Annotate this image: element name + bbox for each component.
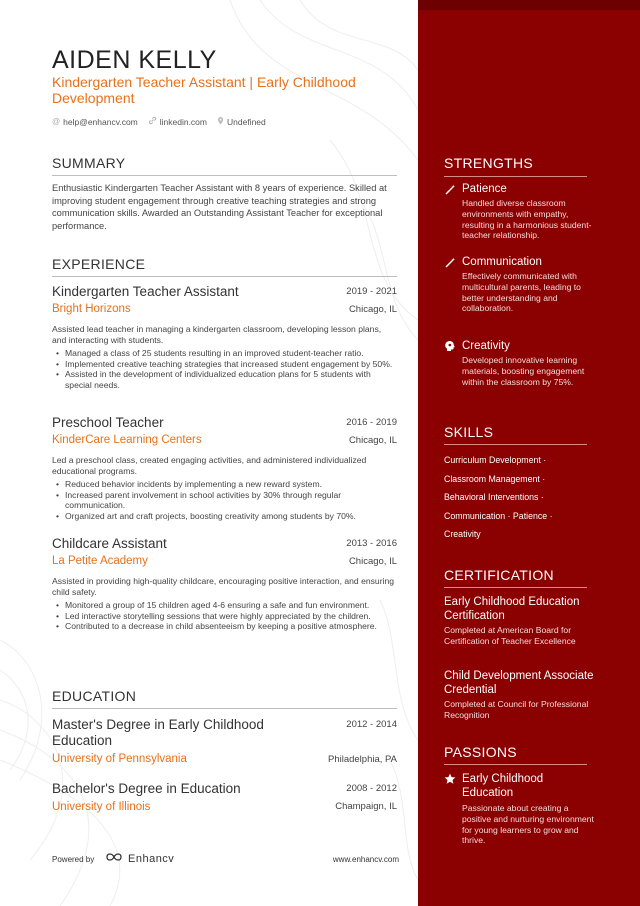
job-entry (52, 415, 397, 527)
magic-wand-icon (444, 256, 456, 268)
job-bullet: • Contributed to a decrease in child absenteeism by keeping a positive atmosphere. (52, 621, 397, 632)
at-icon: @ (52, 117, 61, 126)
passion-name: Early Childhood Education (462, 773, 544, 799)
enhancv-logo[interactable] (104, 851, 174, 866)
skill-line: Communication · Patience · (444, 510, 553, 521)
strength-item (444, 340, 594, 387)
education-school: University of Illinois (52, 801, 151, 813)
strength-item (444, 183, 594, 241)
education-location: Philadelphia, PA (327, 754, 397, 765)
job-entry (52, 284, 397, 404)
email-text: help@enhancv.com (63, 116, 138, 127)
strength-name: Creativity (462, 340, 510, 352)
education-degree: Master's Degree in Early Childhood Education (52, 717, 264, 748)
job-bullets (52, 348, 397, 390)
footer-brand: Enhancv (128, 852, 175, 865)
job-bullet: • Reduced behavior incidents by implementing a new reward system. (52, 479, 397, 490)
star-icon (444, 773, 456, 785)
passion-item (444, 772, 594, 846)
contact-linkedin[interactable] (148, 116, 207, 127)
job-bullet: • Monitored a group of 15 children aged 4-6 ensuring a safe and fun environment. (52, 600, 397, 611)
skill-line: Creativity (444, 529, 481, 539)
certification-description: Completed at Council for Professional Recognition (444, 699, 589, 720)
summary-divider (52, 175, 397, 176)
certification-divider (444, 587, 587, 588)
education-heading: EDUCATION (52, 688, 137, 704)
job-bullet: • Organized art and craft projects, boosting creativity among students by 70%. (52, 511, 397, 522)
magic-wand-icon (444, 183, 456, 195)
job-location: Chicago, IL (348, 556, 397, 567)
job-role: Childcare Assistant (52, 536, 167, 551)
skill-line: Classroom Management · (444, 473, 546, 484)
location-pin-icon (217, 116, 224, 127)
job-dates: 2016 - 2019 (346, 417, 397, 428)
contact-email[interactable] (52, 117, 138, 127)
education-degree: Bachelor's Degree in Education (52, 781, 241, 796)
sidebar-top-band (418, 0, 640, 10)
job-bullets (52, 479, 397, 521)
education-school: University of Pennsylvania (52, 753, 187, 765)
summary-heading: SUMMARY (52, 155, 126, 171)
infinity-icon (104, 851, 124, 866)
passions-divider (444, 764, 587, 765)
location-text: Undefined (227, 116, 266, 127)
brain-icon (444, 340, 456, 352)
job-description: Assisted lead teacher in managing a kindergarten classroom, developing lesson plans, and interacting with students. (52, 324, 382, 345)
linkedin-text: linkedin.com (159, 116, 207, 127)
education-dates: 2012 - 2014 (346, 719, 397, 730)
job-bullet: • Led interactive storytelling sessions that were highly appreciated by the children. (52, 611, 397, 622)
certification-item (444, 669, 594, 721)
summary-text: Enthusiastic Kindergarten Teacher Assistant with 8 years of experience. Skilled at improving student engagement through creative teaching strategies and strong communication skills. Awarded an Outstanding Assistant Teacher for exceptional performance. (52, 183, 387, 231)
strengths-heading: STRENGTHS (444, 155, 534, 171)
job-role: Kindergarten Teacher Assistant (52, 284, 239, 299)
certification-name: Child Development Associate Credential (444, 670, 594, 696)
strength-description: Developed innovative learning materials, boosting engagement within the classroom by 75%. (462, 355, 585, 387)
passions-heading: PASSIONS (444, 744, 517, 760)
experience-heading: EXPERIENCE (52, 256, 146, 272)
skills-divider (444, 444, 587, 445)
skill-line: Curriculum Development · (444, 455, 547, 465)
footer-powered-by: Powered by (52, 855, 95, 864)
contact-location (217, 116, 266, 127)
candidate-name: AIDEN KELLY (52, 46, 217, 74)
job-description: Assisted in providing high-quality childcare, encouraging positive interaction, and ensuring child safety. (52, 576, 395, 597)
education-dates: 2008 - 2012 (346, 783, 397, 794)
contact-info (52, 116, 266, 127)
job-bullet: • Assisted in the development of individualized education plans for 5 students with special needs. (52, 369, 397, 390)
education-entry (52, 717, 397, 773)
job-company: KinderCare Learning Centers (52, 434, 202, 446)
job-dates: 2013 - 2016 (346, 538, 397, 549)
skills-heading: SKILLS (444, 424, 494, 440)
job-bullet: • Managed a class of 25 students resulting in an improved student-teacher ratio. (52, 348, 397, 359)
job-dates: 2019 - 2021 (346, 286, 397, 297)
passion-description: Passionate about creating a positive and nurturing environment for young learners to grow and thrive. (462, 803, 594, 846)
skills-list (444, 451, 594, 544)
experience-divider (52, 276, 397, 277)
education-location: Champaign, IL (335, 801, 397, 812)
education-entry (52, 781, 397, 821)
education-divider (52, 708, 397, 709)
sidebar-column (418, 0, 640, 906)
certification-description: Completed at American Board for Certification of Teacher Excellence (444, 625, 576, 646)
strength-description: Handled diverse classroom environments with empathy, resulting in a harmonious student-teacher relationship. (462, 198, 592, 241)
certification-heading: CERTIFICATION (444, 567, 554, 583)
strengths-divider (444, 176, 587, 177)
footer-url[interactable]: www.enhancv.com (332, 855, 399, 864)
candidate-title: Kindergarten Teacher Assistant | Early Childhood Development (52, 74, 356, 106)
job-company: Bright Horizons (52, 303, 131, 315)
skill-line: Behavioral Interventions · (444, 492, 544, 502)
job-location: Chicago, IL (348, 435, 397, 446)
job-company: La Petite Academy (52, 555, 148, 567)
job-bullet: • Increased parent involvement in school activities by 30% through regular communication. (52, 490, 397, 511)
strength-item (444, 256, 594, 314)
link-icon (148, 116, 157, 127)
strength-description: Effectively communicated with multicultural parents, leading to better understanding and collaboration. (462, 271, 581, 314)
job-entry (52, 536, 397, 666)
job-description: Led a preschool class, created engaging activities, and administered individualized educational programs. (52, 455, 367, 476)
certification-name: Early Childhood Education Certification (444, 596, 580, 622)
job-role: Preschool Teacher (52, 415, 164, 430)
certification-item (444, 595, 594, 647)
strength-name: Communication (462, 256, 542, 268)
job-location: Chicago, IL (348, 304, 397, 315)
job-bullets (52, 600, 397, 632)
job-bullet: • Implemented creative teaching strategies that increased student engagement by 50%. (52, 359, 397, 370)
strength-name: Patience (462, 183, 507, 195)
